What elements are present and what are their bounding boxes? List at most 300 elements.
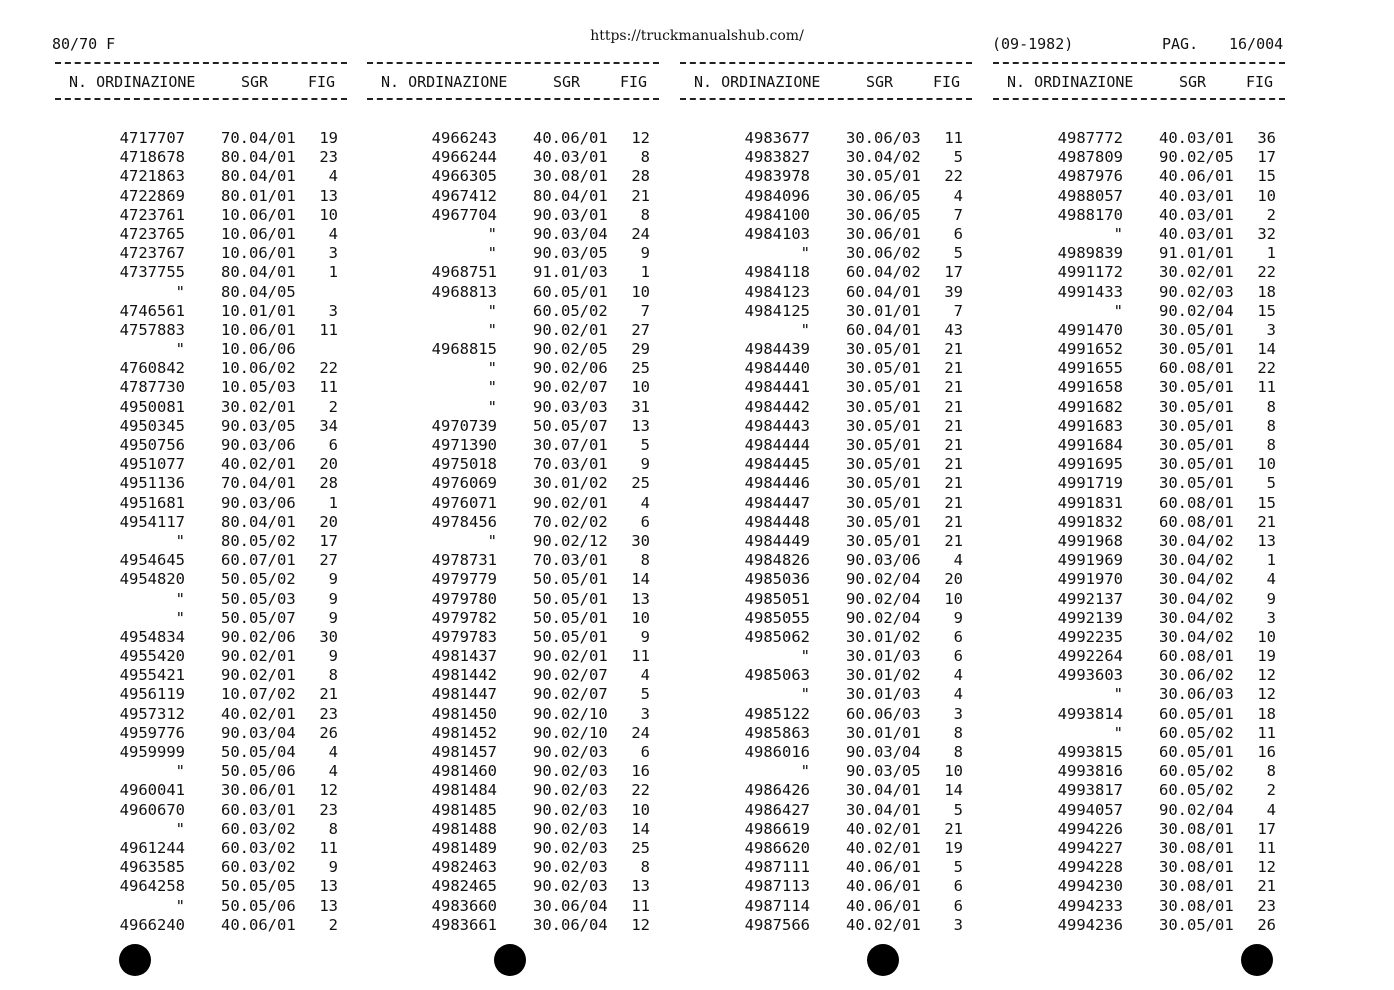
order-number: 4991719 xyxy=(1057,474,1123,493)
table-row xyxy=(993,359,1285,378)
sgr-code: 30.04/02 xyxy=(1159,531,1234,550)
table-body xyxy=(680,129,972,935)
fig-number: 17 xyxy=(1257,819,1276,838)
ordinazione-header: N. ORDINAZIONE xyxy=(69,73,196,91)
fig-number: 11 xyxy=(631,647,650,666)
order-number: 4723761 xyxy=(119,205,185,224)
fig-number: 2 xyxy=(1266,205,1276,224)
fig-number: 22 xyxy=(944,167,963,186)
order-number: 4991968 xyxy=(1057,531,1123,550)
order-number: " xyxy=(175,819,185,838)
table-row xyxy=(680,206,972,225)
order-number: 4760842 xyxy=(119,359,185,378)
fig-number: 5 xyxy=(1266,474,1276,493)
parts-column xyxy=(55,62,347,934)
sgr-code: 50.05/04 xyxy=(221,743,296,761)
sgr-code: 90.02/06 xyxy=(221,627,296,646)
table-row xyxy=(680,436,972,455)
table-row xyxy=(55,474,347,493)
table-row xyxy=(367,436,659,455)
sgr-code: 40.02/01 xyxy=(846,838,921,857)
sgr-code: 60.03/01 xyxy=(221,800,296,819)
sgr-code: 40.03/01 xyxy=(533,148,608,167)
order-number: 4993815 xyxy=(1057,743,1123,761)
table-row xyxy=(55,609,347,628)
table-row xyxy=(680,225,972,244)
fig-number: 21 xyxy=(944,493,963,512)
sgr-code: 30.06/03 xyxy=(1159,685,1234,704)
order-number: 4985055 xyxy=(744,608,810,627)
sgr-code: 30.04/02 xyxy=(1159,627,1234,646)
table-row xyxy=(993,283,1285,302)
sgr-code: 30.08/01 xyxy=(1159,819,1234,838)
sgr-code: 30.05/01 xyxy=(1159,436,1234,454)
order-number: 4717707 xyxy=(119,129,185,147)
doc-code: 80/70 F xyxy=(52,35,116,53)
table-row xyxy=(993,609,1285,628)
table-row xyxy=(993,532,1285,551)
order-number: 4991695 xyxy=(1057,455,1123,474)
fig-number: 10 xyxy=(631,282,650,301)
order-number: 4984442 xyxy=(744,397,810,416)
order-number: 4746561 xyxy=(119,301,185,320)
sgr-code: 90.02/03 xyxy=(533,838,608,857)
fig-number: 9 xyxy=(640,455,650,474)
table-row xyxy=(55,321,347,340)
table-row xyxy=(993,705,1285,724)
sgr-code: 30.01/02 xyxy=(533,474,608,493)
order-number: 4994230 xyxy=(1057,877,1123,896)
sgr-code: 60.05/02 xyxy=(1159,723,1234,742)
sgr-header: SGR xyxy=(1179,73,1207,91)
table-row xyxy=(993,225,1285,244)
fig-number: 8 xyxy=(328,666,338,685)
sgr-code: 40.03/01 xyxy=(1159,205,1234,224)
fig-number: 6 xyxy=(953,647,963,666)
order-number: 4985063 xyxy=(744,666,810,685)
fig-number: 14 xyxy=(631,819,650,838)
fig-number: 4 xyxy=(1266,570,1276,589)
table-row xyxy=(55,513,347,532)
order-number: 4981489 xyxy=(431,838,497,857)
order-number: 4984123 xyxy=(744,282,810,301)
fig-number: 23 xyxy=(319,800,338,819)
fig-number: 21 xyxy=(631,186,650,205)
order-number: " xyxy=(487,531,497,550)
order-number: 4737755 xyxy=(119,263,185,282)
fig-number: 21 xyxy=(944,455,963,474)
table-row xyxy=(680,148,972,167)
fig-number: 5 xyxy=(640,685,650,704)
sgr-code: 50.05/01 xyxy=(533,627,608,646)
sgr-code: 50.05/01 xyxy=(533,608,608,627)
table-row xyxy=(993,877,1285,896)
sgr-code: 60.05/02 xyxy=(1159,762,1234,781)
table-row xyxy=(55,916,347,935)
order-number: 4985062 xyxy=(744,627,810,646)
sgr-code: 80.04/01 xyxy=(221,167,296,186)
ordinazione-header: N. ORDINAZIONE xyxy=(1007,73,1134,91)
fig-number: 12 xyxy=(631,915,650,934)
table-row xyxy=(367,647,659,666)
order-number: 4986620 xyxy=(744,838,810,857)
fig-number: 4 xyxy=(328,224,338,243)
sgr-code: 90.02/04 xyxy=(1159,301,1234,320)
table-row xyxy=(993,513,1285,532)
order-number: 4991433 xyxy=(1057,282,1123,301)
fig-number: 7 xyxy=(640,301,650,320)
fig-number: 3 xyxy=(953,915,963,934)
fig-number: 21 xyxy=(944,397,963,416)
order-number: 4981442 xyxy=(431,666,497,685)
sgr-code: 90.02/03 xyxy=(533,743,608,761)
order-number: 4967412 xyxy=(431,186,497,205)
table-row xyxy=(680,647,972,666)
order-number: 4954834 xyxy=(119,627,185,646)
sgr-code: 30.06/05 xyxy=(846,186,921,205)
fig-number: 30 xyxy=(631,531,650,550)
order-number: 4983661 xyxy=(431,915,497,934)
table-row xyxy=(55,378,347,397)
table-row xyxy=(680,897,972,916)
table-row xyxy=(993,858,1285,877)
fig-number: 2 xyxy=(1266,781,1276,800)
table-row xyxy=(680,359,972,378)
order-number: 4967704 xyxy=(431,205,497,224)
order-number: 4982463 xyxy=(431,858,497,877)
sgr-code: 90.02/04 xyxy=(846,570,921,589)
fig-number: 13 xyxy=(1257,531,1276,550)
order-number: 4984446 xyxy=(744,474,810,493)
fig-number: 11 xyxy=(1257,838,1276,857)
fig-number: 9 xyxy=(328,647,338,666)
fig-number: 4 xyxy=(328,167,338,186)
fig-number: 8 xyxy=(1266,436,1276,454)
order-number: 4988057 xyxy=(1057,186,1123,205)
sgr-code: 30.05/01 xyxy=(1159,340,1234,359)
fig-number: 14 xyxy=(1257,340,1276,359)
fig-number: 13 xyxy=(631,877,650,896)
sgr-code: 50.05/06 xyxy=(221,896,296,915)
table-row xyxy=(993,685,1285,704)
fig-number: 15 xyxy=(1257,493,1276,512)
sgr-code: 30.05/01 xyxy=(846,493,921,512)
fig-number: 11 xyxy=(1257,723,1276,742)
sgr-code: 90.02/06 xyxy=(533,359,608,378)
fig-number: 1 xyxy=(1266,244,1276,263)
fig-number: 4 xyxy=(1266,800,1276,819)
sgr-code: 90.02/12 xyxy=(533,531,608,550)
fig-number: 3 xyxy=(328,301,338,320)
page-number: 16/004 xyxy=(1229,35,1284,53)
sgr-code: 90.02/03 xyxy=(533,819,608,838)
order-number: 4955420 xyxy=(119,647,185,666)
sgr-code: 90.03/06 xyxy=(221,493,296,512)
order-number: 4994227 xyxy=(1057,838,1123,857)
order-number: 4985122 xyxy=(744,704,810,723)
sgr-code: 30.05/01 xyxy=(846,397,921,416)
table-row xyxy=(680,244,972,263)
sgr-code: 30.07/01 xyxy=(533,436,608,454)
order-number: 4984443 xyxy=(744,416,810,435)
fig-number: 1 xyxy=(640,263,650,282)
order-number: 4991658 xyxy=(1057,378,1123,397)
sgr-code: 30.06/04 xyxy=(533,896,608,915)
order-number: 4987772 xyxy=(1057,129,1123,147)
sgr-code: 90.03/05 xyxy=(221,416,296,435)
sgr-code: 30.01/02 xyxy=(846,627,921,646)
sgr-code: 90.02/10 xyxy=(533,723,608,742)
fig-number: 21 xyxy=(1257,877,1276,896)
table-row xyxy=(993,378,1285,397)
fig-number: 19 xyxy=(1257,647,1276,666)
order-number: 4960670 xyxy=(119,800,185,819)
table-row xyxy=(993,820,1285,839)
sgr-code: 90.03/06 xyxy=(221,436,296,454)
table-row xyxy=(680,916,972,935)
sgr-code: 30.02/01 xyxy=(1159,263,1234,282)
order-number: " xyxy=(175,531,185,550)
fig-number: 12 xyxy=(1257,685,1276,704)
source-url[interactable]: https://truckmanualshub.com/ xyxy=(590,28,804,44)
page-label: PAG. xyxy=(1162,35,1199,53)
sgr-code: 90.03/05 xyxy=(846,762,921,781)
fig-number: 10 xyxy=(631,608,650,627)
table-row xyxy=(55,532,347,551)
table-row xyxy=(993,167,1285,186)
sgr-code: 90.02/03 xyxy=(533,800,608,819)
sgr-code: 80.04/01 xyxy=(221,512,296,531)
order-number: " xyxy=(800,685,810,704)
sgr-code: 30.01/01 xyxy=(846,723,921,742)
dashed-rule xyxy=(367,98,659,100)
order-number: 4959776 xyxy=(119,723,185,742)
sgr-code: 30.02/01 xyxy=(221,397,296,416)
order-number: " xyxy=(1113,224,1123,243)
fig-number: 20 xyxy=(319,455,338,474)
punch-hole xyxy=(119,944,151,976)
order-number: 4981452 xyxy=(431,723,497,742)
sgr-code: 10.06/01 xyxy=(221,224,296,243)
sgr-code: 30.05/01 xyxy=(1159,397,1234,416)
fig-number: 14 xyxy=(944,781,963,800)
table-row xyxy=(680,724,972,743)
order-number: 4991470 xyxy=(1057,320,1123,339)
fig-number: 10 xyxy=(631,800,650,819)
sgr-code: 30.06/02 xyxy=(846,244,921,263)
fig-number: 10 xyxy=(944,589,963,608)
table-row xyxy=(55,628,347,647)
table-row xyxy=(367,417,659,436)
fig-number: 5 xyxy=(953,148,963,167)
sgr-code: 60.08/01 xyxy=(1159,359,1234,378)
table-row xyxy=(993,455,1285,474)
fig-number: 10 xyxy=(1257,455,1276,474)
table-row xyxy=(367,916,659,935)
order-number: 4991683 xyxy=(1057,416,1123,435)
table-row xyxy=(55,302,347,321)
fig-number: 26 xyxy=(319,723,338,742)
table-row xyxy=(680,283,972,302)
fig-number: 19 xyxy=(944,838,963,857)
table-row xyxy=(367,801,659,820)
order-number: " xyxy=(175,896,185,915)
sgr-code: 50.05/06 xyxy=(221,762,296,781)
table-row xyxy=(993,666,1285,685)
fig-number: 10 xyxy=(944,762,963,781)
order-number: " xyxy=(175,608,185,627)
table-row xyxy=(680,609,972,628)
table-row xyxy=(680,628,972,647)
sgr-code: 30.05/01 xyxy=(1159,474,1234,493)
fig-number: 4 xyxy=(640,493,650,512)
fig-number: 7 xyxy=(953,205,963,224)
fig-number: 4 xyxy=(328,743,338,761)
order-number: 4993816 xyxy=(1057,762,1123,781)
order-number: 4981488 xyxy=(431,819,497,838)
order-number: 4987113 xyxy=(744,877,810,896)
fig-number: 13 xyxy=(319,186,338,205)
sgr-code: 30.06/05 xyxy=(846,205,921,224)
table-row xyxy=(993,628,1285,647)
fig-number: 11 xyxy=(319,378,338,397)
table-row xyxy=(55,398,347,417)
sgr-code: 30.01/03 xyxy=(846,647,921,666)
order-number: 4950756 xyxy=(119,436,185,454)
order-number: 4950081 xyxy=(119,397,185,416)
fig-number: 20 xyxy=(319,512,338,531)
order-number: " xyxy=(487,320,497,339)
fig-number: 18 xyxy=(1257,704,1276,723)
order-number: 4957312 xyxy=(119,704,185,723)
sgr-code: 30.04/01 xyxy=(846,781,921,800)
sgr-code: 90.02/03 xyxy=(1159,282,1234,301)
table-row xyxy=(680,705,972,724)
table-row xyxy=(367,398,659,417)
fig-number: 12 xyxy=(319,781,338,800)
table-row xyxy=(367,455,659,474)
sgr-code: 90.02/03 xyxy=(533,858,608,877)
sgr-code: 10.07/02 xyxy=(221,685,296,704)
sgr-code: 10.06/01 xyxy=(221,205,296,224)
order-number: 4979783 xyxy=(431,627,497,646)
table-row xyxy=(55,820,347,839)
table-row xyxy=(993,321,1285,340)
fig-number: 21 xyxy=(944,416,963,435)
sgr-code: 60.03/02 xyxy=(221,819,296,838)
fig-number: 4 xyxy=(953,186,963,205)
fig-number: 34 xyxy=(319,416,338,435)
sgr-code: 30.04/02 xyxy=(1159,589,1234,608)
fig-number: 5 xyxy=(640,436,650,454)
table-row xyxy=(55,801,347,820)
order-number: " xyxy=(1113,723,1123,742)
table-row xyxy=(680,685,972,704)
sgr-code: 30.05/01 xyxy=(1159,455,1234,474)
table-row xyxy=(993,551,1285,570)
table-row xyxy=(55,647,347,666)
table-row xyxy=(680,801,972,820)
fig-header: FIG xyxy=(933,73,961,91)
sgr-code: 30.08/01 xyxy=(533,167,608,186)
fig-number: 29 xyxy=(631,340,650,359)
table-row xyxy=(993,590,1285,609)
sgr-code: 90.02/05 xyxy=(533,340,608,359)
sgr-code: 30.06/01 xyxy=(221,781,296,800)
fig-number: 25 xyxy=(631,474,650,493)
table-row xyxy=(55,436,347,455)
sgr-code: 50.05/03 xyxy=(221,589,296,608)
sgr-code: 50.05/05 xyxy=(221,877,296,896)
sgr-code: 90.02/07 xyxy=(533,666,608,685)
fig-number: 21 xyxy=(944,436,963,454)
fig-number: 11 xyxy=(1257,378,1276,397)
fig-number: 27 xyxy=(631,320,650,339)
table-row xyxy=(55,340,347,359)
sgr-code: 30.05/01 xyxy=(846,531,921,550)
sgr-code: 60.04/02 xyxy=(846,263,921,282)
table-row xyxy=(993,148,1285,167)
table-row xyxy=(55,494,347,513)
table-row xyxy=(367,148,659,167)
fig-number: 17 xyxy=(1257,148,1276,167)
table-row xyxy=(993,206,1285,225)
order-number: 4984439 xyxy=(744,340,810,359)
sgr-code: 90.03/03 xyxy=(533,397,608,416)
fig-number: 6 xyxy=(328,436,338,454)
order-number: 4984444 xyxy=(744,436,810,454)
fig-number: 8 xyxy=(640,551,650,570)
punch-hole xyxy=(494,944,526,976)
table-row xyxy=(993,743,1285,762)
order-number: 4984118 xyxy=(744,263,810,282)
ordinazione-header: N. ORDINAZIONE xyxy=(694,73,821,91)
sgr-code: 30.01/02 xyxy=(846,666,921,685)
fig-number: 13 xyxy=(631,589,650,608)
fig-number: 22 xyxy=(1257,263,1276,282)
table-row xyxy=(55,225,347,244)
ordinazione-header: N. ORDINAZIONE xyxy=(381,73,508,91)
table-row xyxy=(993,244,1285,263)
order-number: 4981450 xyxy=(431,704,497,723)
fig-number: 31 xyxy=(631,397,650,416)
sgr-code: 50.05/01 xyxy=(533,589,608,608)
sgr-code: 30.08/01 xyxy=(1159,858,1234,877)
order-number: " xyxy=(487,301,497,320)
table-row xyxy=(367,685,659,704)
table-row xyxy=(367,359,659,378)
table-row xyxy=(993,839,1285,858)
sgr-code: 90.02/01 xyxy=(533,320,608,339)
fig-number: 16 xyxy=(631,762,650,781)
order-number: 4987114 xyxy=(744,896,810,915)
order-number: 4968813 xyxy=(431,282,497,301)
order-number: 4984445 xyxy=(744,455,810,474)
sgr-code: 90.02/01 xyxy=(533,647,608,666)
table-row xyxy=(680,820,972,839)
punch-hole xyxy=(1241,944,1273,976)
order-number: 4991832 xyxy=(1057,512,1123,531)
order-number: 4984440 xyxy=(744,359,810,378)
sgr-code: 50.05/02 xyxy=(221,570,296,589)
sgr-code: 60.07/01 xyxy=(221,551,296,570)
sgr-code: 90.02/07 xyxy=(533,685,608,704)
table-row xyxy=(55,897,347,916)
order-number: 4964258 xyxy=(119,877,185,896)
fig-number: 3 xyxy=(953,704,963,723)
order-number: 4954117 xyxy=(119,512,185,531)
order-number: " xyxy=(800,320,810,339)
